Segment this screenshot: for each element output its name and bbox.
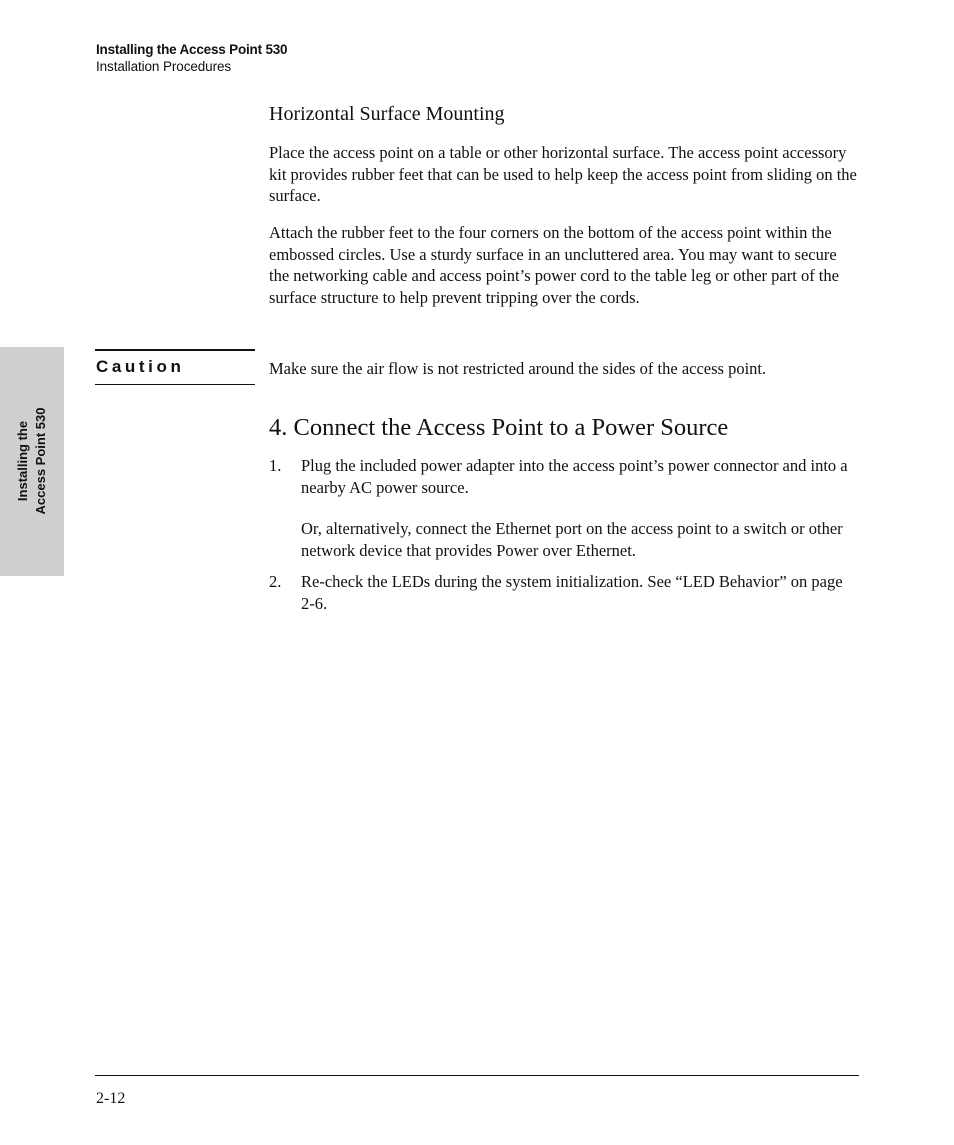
running-head	[96, 41, 287, 75]
caution-label: Caution	[96, 357, 185, 376]
page-number: 2-12	[96, 1090, 126, 1107]
caution-rule-bottom	[95, 384, 255, 385]
side-tab-line-1: Installing the	[15, 420, 30, 502]
footer-rule	[95, 1075, 859, 1076]
running-head-section: Installation Procedures	[96, 59, 232, 74]
running-head-chapter: Installing the Access Point 530	[96, 42, 288, 57]
chapter-side-tab	[0, 347, 64, 576]
step-heading: 4. Connect the Access Point to a Power Source	[269, 414, 729, 441]
side-tab-line-2: Access Point 530	[33, 407, 48, 515]
caution-text: Make sure the air flow is not restricted around the sides of the access point.	[269, 359, 767, 378]
side-tab-label	[14, 408, 50, 515]
subsection-title: Horizontal Surface Mounting	[269, 103, 505, 125]
list-item-text: Re-check the LEDs during the system initialization. See “LED Behavior” on page 2-6.	[301, 572, 843, 613]
paragraph: Place the access point on a table or other horizontal surface. The access point accessory kit provides rubber feet that can be used to help keep the access point from sliding on the surface.	[269, 143, 857, 205]
caution-rule-top	[95, 349, 255, 351]
list-item-number: 1.	[269, 456, 282, 475]
list-item-number: 2.	[269, 572, 282, 591]
list-item-alternative: Or, alternatively, connect the Ethernet port on the access point to a switch or other network device that provides Power over Ethernet.	[301, 519, 843, 560]
paragraph: Attach the rubber feet to the four corners on the bottom of the access point within the embossed circles. Use a sturdy surface in an uncluttered area. You may want to secure the networking cable and access point’s power cord to the table leg or other part of the surface structure to help prevent tripping over the cords.	[269, 223, 839, 307]
list-item-text: Plug the included power adapter into the access point’s power connector and into a nearby AC power source.	[301, 456, 848, 497]
